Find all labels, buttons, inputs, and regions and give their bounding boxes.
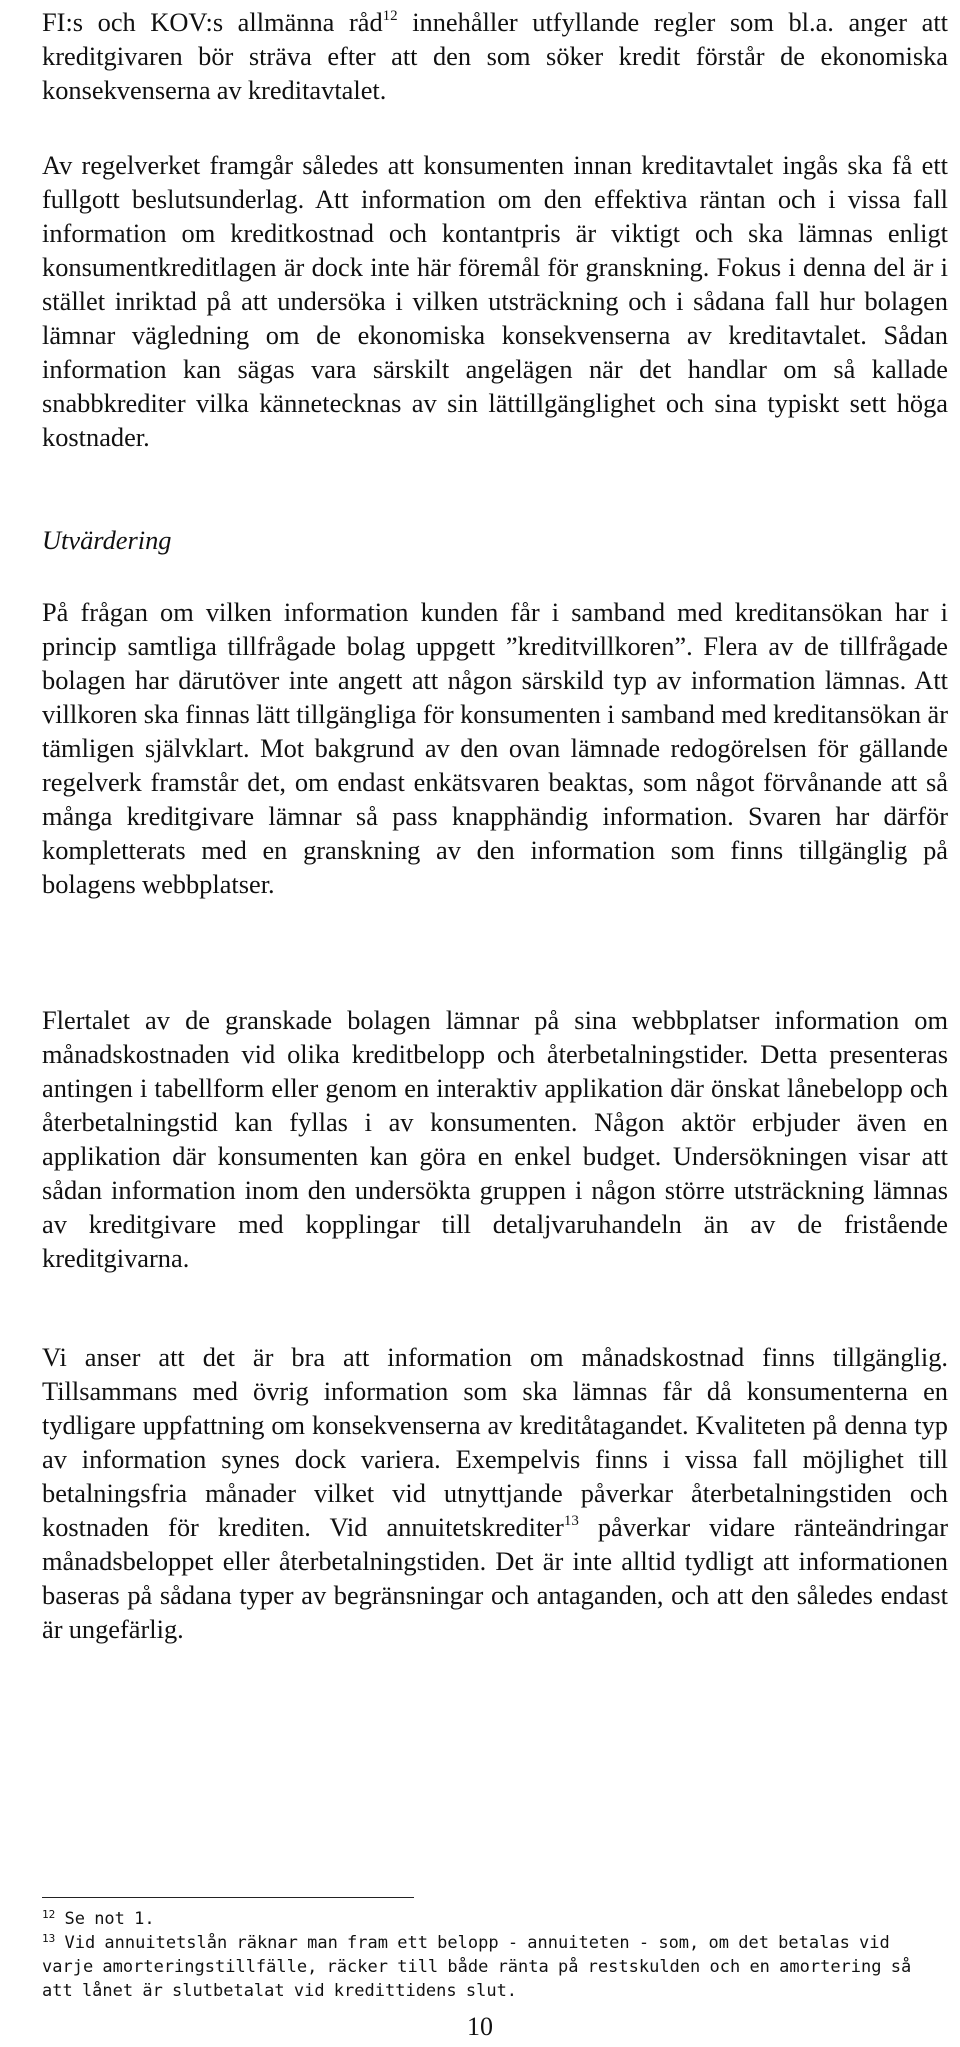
page-number: 10 <box>467 2012 493 2041</box>
footnote-divider <box>42 1897 414 1898</box>
footnote-13 <box>42 1931 948 2003</box>
paragraph-regelverk: Av regelverket framgår således att konsumenten innan kreditavtalet ingås ska få ett fullgott beslutsunderlag. Att information om den effektiva räntan och i vissa fall information om kreditkostnad och kontantpris är viktigt och ska lämnas enligt konsumentkreditlagen är dock inte här föremål för granskning. Fokus i denna del är i stället inriktad på att undersöka i vilken utsträckning och i sådana fall hur bolagen lämnar vägledning om de ekonomiska konsekvenserna av kreditavtalet. Sådan information kan sägas vara särskilt angelägen när det handlar om så kallade snabbkrediter vilka kännetecknas av sin lättillgänglighet och sina typiskt sett höga kostnader. <box>42 150 948 452</box>
section-heading: Utvärdering <box>42 525 172 555</box>
paragraph-intro-text-cont: innehåller utfyllande regler som bl.a. anger att kreditgivaren bör sträva efter att den som söker kredit förstår de ekonomiska konsekvenserna av kreditavtalet. <box>42 7 948 105</box>
footnote-text: Se not 1. <box>55 1909 155 1929</box>
paragraph-webbplatser: Flertalet av de granskade bolagen lämnar på sina webbplatser information om månadskostnaden vid olika kreditbelopp och återbetalningstider. Detta presenteras antingen i tabellform eller genom en interaktiv applikation där önskat lånebelopp och återbetalningstid kan fyllas i av konsumenten. Någon aktör erbjuder även en applikation där konsumenten kan göra en enkel budget. Undersökningen visar att sådan information inom den undersökta gruppen i någon större utsträckning lämnas av kreditgivare med kopplingar till detaljvaruhandeln än av de fristående kreditgivarna. <box>42 1005 948 1273</box>
paragraph-manadskostnad-text-cont: påverkar vidare ränteändringar månadsbeloppet eller återbetalningstiden. Det är inte alltid tydligt att informationen baseras på sådana typer av begränsningar och antaganden, och att den således endast är ungefärlig. <box>42 1512 948 1644</box>
paragraph-manadskostnad <box>42 1340 948 1646</box>
paragraph-manadskostnad-text: Vi anser att det är bra att information om månadskostnad finns tillgänglig. Tillsammans med övrig information som ska lämnas får då konsumenterna en tydligare uppfattning om konsekvenserna av kreditåtagandet. Kvaliteten på denna typ av information synes dock variera. Exempelvis finns i vissa fall möjlighet till betalningsfria månader vilket vid utnyttjande påverkar återbetalningstiden och kostnaden för krediten. Vid annuitetskrediter <box>42 1342 948 1542</box>
footnote-number: 13 <box>42 1932 56 1945</box>
paragraph-intro <box>42 5 948 107</box>
footnote-ref-12[interactable]: 12 <box>382 8 398 24</box>
footnote-text: Vid annuitetslån räknar man fram ett belopp - annuiteten - som, om det betalas vid varje amorteringstillfälle, räcker till både ränta på restskulden och en amortering så att lånet är slutbetalat vid kredittidens slut. <box>42 1933 912 2001</box>
footnote-ref-13[interactable]: 13 <box>563 1513 579 1529</box>
paragraph-evaluation: På frågan om vilken information kunden får i samband med kreditansökan har i princip samtliga tillfrågade bolag uppgett ”kreditvillkoren”. Flera av de tillfrågade bolagen har därutöver inte angett att någon särskild typ av information lämnas. Att villkoren ska finnas lätt tillgängliga för konsumenten i samband med kreditansökan är tämligen självklart. Mot bakgrund av den ovan lämnade redogörelsen för gällande regelverk framstår det, om endast enkätsvaren beaktas, som något förvånande att så många kreditgivare lämnar så pass knapphändig information. Svaren har därför kompletterats med en granskning av den information som finns tillgänglig på bolagens webbplatser. <box>42 597 948 899</box>
footnote-number: 12 <box>42 1908 56 1921</box>
footnote-12 <box>42 1907 948 1931</box>
paragraph-intro-text: FI:s och KOV:s allmänna råd <box>42 7 383 37</box>
